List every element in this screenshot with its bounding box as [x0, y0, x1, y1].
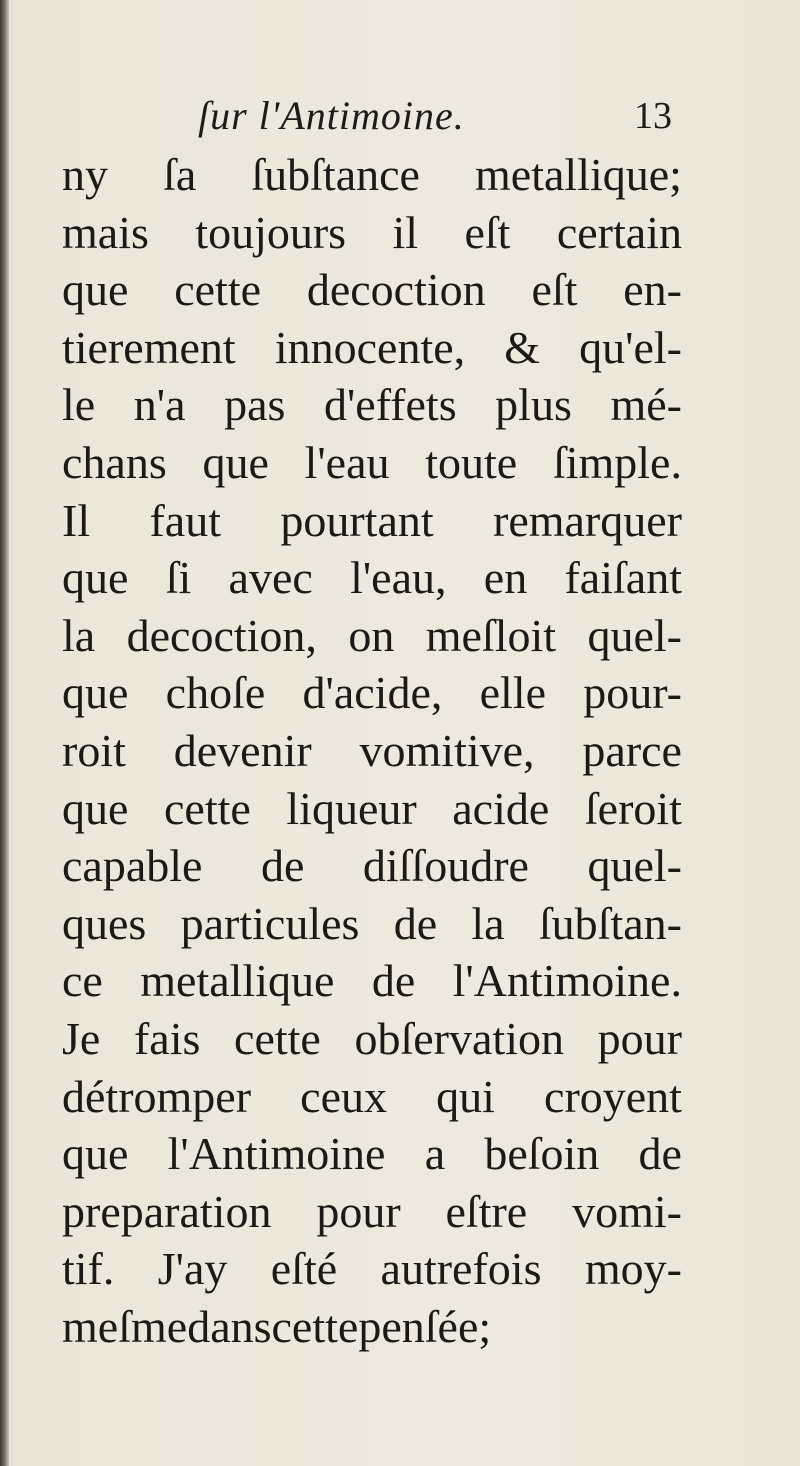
- word: cette: [174, 264, 262, 316]
- word: &: [504, 321, 541, 373]
- word: choſe: [165, 667, 266, 719]
- word: ſeroit: [584, 782, 682, 834]
- word: obſervation: [354, 1012, 564, 1064]
- running-head: ſur l'Antimoine.: [198, 93, 465, 138]
- word: la: [471, 897, 505, 949]
- word: mé-: [610, 379, 682, 431]
- text-line: [62, 549, 682, 607]
- word: autrefois: [380, 1243, 542, 1295]
- word: parce: [582, 724, 682, 776]
- word: remarquer: [493, 494, 682, 546]
- text-line: [62, 492, 682, 550]
- word: que: [62, 782, 129, 834]
- word: ſubſtance: [251, 149, 420, 200]
- word: de: [638, 1128, 682, 1180]
- word: que: [202, 436, 269, 488]
- word: que: [62, 1128, 129, 1180]
- text-line: [62, 1298, 682, 1356]
- word: fais: [133, 1012, 201, 1064]
- word: vomitive,: [359, 724, 535, 776]
- text-line: [62, 1125, 682, 1183]
- word: de: [393, 897, 438, 949]
- word: ſimple.: [552, 436, 682, 488]
- word: meſme: [62, 1300, 188, 1352]
- word: cette: [234, 1012, 321, 1064]
- word: d'effets: [323, 379, 457, 431]
- word: toujours: [195, 206, 347, 258]
- body-text: [62, 146, 682, 1355]
- word: que: [62, 264, 129, 316]
- word: pour-: [583, 667, 682, 719]
- text-line: [62, 261, 682, 319]
- word: penſée;: [358, 1300, 492, 1352]
- word: roit: [62, 724, 126, 776]
- word: ques: [62, 897, 147, 949]
- word: cette: [271, 1300, 359, 1352]
- word: d'acide,: [302, 667, 443, 719]
- word: faiſant: [564, 552, 682, 604]
- word: devenir: [173, 724, 312, 776]
- word: Il: [62, 494, 91, 546]
- word: toute: [425, 436, 518, 488]
- word: metallique;: [475, 149, 682, 200]
- word: l'eau: [304, 436, 390, 488]
- word: on: [348, 609, 395, 661]
- text-line: [62, 1240, 682, 1298]
- word: moy-: [584, 1243, 682, 1295]
- word: l'Antimoine: [167, 1128, 386, 1180]
- word: eſt: [464, 206, 511, 258]
- word: quel-: [587, 840, 682, 892]
- word: croyent: [544, 1070, 682, 1122]
- word: de: [260, 840, 305, 892]
- text-line: [62, 722, 682, 780]
- word: avec: [228, 552, 313, 604]
- word: decoction: [306, 264, 486, 316]
- word: de: [371, 955, 416, 1007]
- word: metallique: [140, 955, 335, 1007]
- page-header: [0, 92, 800, 152]
- word: J'ay: [157, 1243, 228, 1295]
- word: capable: [62, 840, 203, 892]
- word: que: [62, 667, 129, 719]
- word: tif.: [62, 1243, 115, 1295]
- word: ny: [62, 149, 108, 200]
- word: la: [62, 609, 96, 661]
- word: pour: [316, 1185, 401, 1237]
- word: innocente,: [274, 321, 466, 373]
- word: certain: [556, 206, 682, 258]
- text-line: [62, 319, 682, 377]
- word: a: [424, 1128, 446, 1180]
- word: ſi: [165, 552, 192, 604]
- word: l'eau,: [350, 552, 447, 604]
- word: détromper: [62, 1070, 252, 1122]
- word: pourtant: [280, 494, 434, 546]
- word: plus: [495, 379, 572, 431]
- text-line: [62, 434, 682, 492]
- word: Je: [62, 1012, 101, 1064]
- word: tierement: [62, 321, 236, 373]
- word: particules: [180, 897, 360, 949]
- word: eſt: [531, 264, 578, 316]
- word: le: [62, 379, 96, 431]
- word: ſa: [163, 149, 197, 200]
- word: mais: [62, 206, 149, 258]
- word: preparation: [62, 1185, 272, 1237]
- word: decoction,: [126, 609, 317, 661]
- text-line: [62, 895, 682, 953]
- text-line: [62, 204, 682, 262]
- word: faut: [149, 494, 221, 546]
- word: acide: [452, 782, 550, 834]
- text-line: [62, 1010, 682, 1068]
- word: n'a: [133, 379, 186, 431]
- word: ſubſtan-: [538, 897, 682, 949]
- page-number: 13: [634, 95, 672, 137]
- text-line: [62, 1183, 682, 1241]
- word: diſſoudre: [362, 840, 529, 892]
- word: liqueur: [286, 782, 417, 834]
- word: eſté: [270, 1243, 338, 1295]
- word: l'Antimoine.: [452, 955, 682, 1007]
- word: pour: [597, 1012, 682, 1064]
- word: eſtre: [445, 1185, 528, 1237]
- word: il: [392, 206, 419, 258]
- word: meſloit: [425, 609, 557, 661]
- text-line: [62, 952, 682, 1010]
- word: quel-: [587, 609, 682, 661]
- word: que: [62, 552, 129, 604]
- word: qu'el-: [579, 321, 682, 373]
- word: qui: [436, 1070, 495, 1122]
- text-line: [62, 780, 682, 838]
- text-line: [62, 1068, 682, 1126]
- word: en: [483, 552, 528, 604]
- word: cette: [164, 782, 251, 834]
- text-line: [62, 664, 682, 722]
- text-line: [62, 146, 682, 204]
- word: ceux: [300, 1070, 387, 1122]
- word: pas: [224, 379, 286, 431]
- word: ce: [62, 955, 103, 1007]
- word: beſoin: [484, 1128, 600, 1180]
- text-line: [62, 837, 682, 895]
- binding-edge: [0, 0, 9, 1466]
- word: vomi-: [572, 1185, 682, 1237]
- text-line: [62, 376, 682, 434]
- word: en-: [623, 264, 682, 316]
- word: elle: [479, 667, 547, 719]
- text-line: [62, 607, 682, 665]
- word: dans: [187, 1300, 272, 1352]
- word: chans: [62, 436, 167, 488]
